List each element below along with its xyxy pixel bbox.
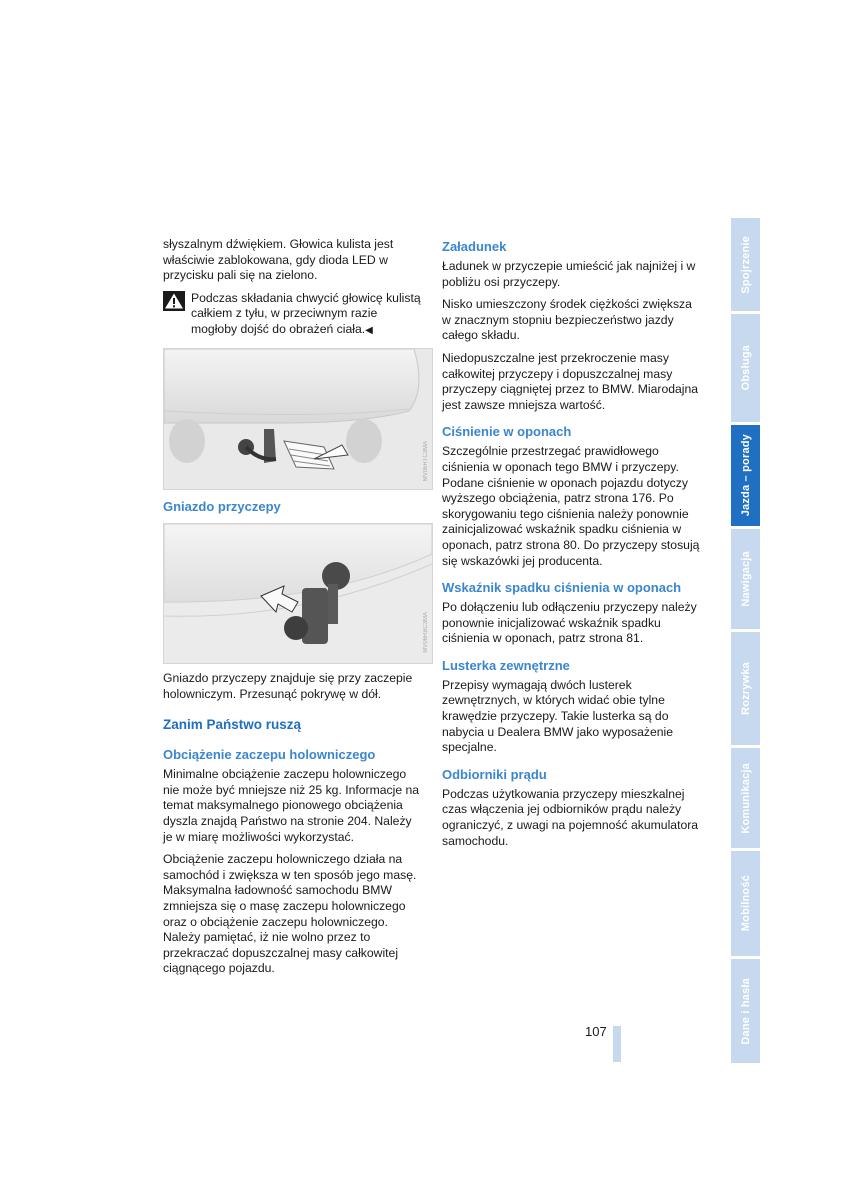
- tab-obsluga[interactable]: [731, 314, 760, 422]
- paragraph: Niedopuszczalne jest przekroczenie masy całkowitej przyczepy i dopuszczalnej masy przyczepy ciągniętej przez to BMW. Miarodajna jest zawsze mniejsza wartość.: [442, 350, 699, 412]
- tab-nawigacja[interactable]: [731, 529, 760, 629]
- warning-text-body: Podczas składania chwycić głowicę kulistą całkiem z tyłu, w przeciwnym razie mogłoby dojść do obrażeń ciała.: [191, 290, 421, 336]
- page-number-bar: [613, 1026, 621, 1062]
- sub-heading: Obciążenie zaczepu holowniczego: [163, 747, 376, 763]
- tab-label: Komunikacja: [739, 762, 752, 834]
- figure-tow-hitch: [163, 348, 433, 490]
- section-heading: Załadunek: [442, 239, 507, 254]
- section-heading: Wskaźnik spadku ciśnienia w oponach: [442, 580, 682, 596]
- tab-dane-i-hasla[interactable]: [731, 959, 760, 1063]
- paragraph: Gniazdo przyczepy znajduje się przy zaczepie holowniczym. Przesunąć pokrywę w dół.: [163, 671, 413, 701]
- paragraph: Po dołączeniu lub odłączeniu przyczepy należy ponownie inicjalizować wskaźnik spadku ciśnienia w oponach, patrz strona 81.: [442, 600, 697, 646]
- tow-hitch-illustration: [164, 349, 432, 489]
- paragraph: Obciążenie zaczepu holowniczego działa na samochód i zwiększa w ten sposób jego masę. Maksymalna ładowność samochodu BMW zmniejsza się o masę zaczepu holowniczego oraz o obciążenie zaczepu holowniczego. Należy pamiętać, iż nie wolno przez to przekraczać dopuszczalnej masy całkowitej ciągnącego pojazdu.: [163, 852, 417, 976]
- left-column-top: [163, 237, 423, 346]
- tab-label: Jazda – porady: [739, 434, 752, 517]
- paragraph: słyszalnym dźwiękiem. Głowica kulista jest właściwie zablokowana, gdy dioda LED w przycisku pali się na zielono.: [163, 237, 394, 283]
- tab-mobilnosc[interactable]: [731, 851, 760, 956]
- paragraph: Nisko umieszczony środek ciężkości zwiększa w znacznym stopniu bezpieczeństwo jazdy całego składu.: [442, 297, 692, 343]
- tab-rozrywka[interactable]: [731, 632, 760, 745]
- paragraph: Ładunek w przyczepie umieścić jak najniżej i w pobliżu osi przyczepy.: [442, 259, 696, 289]
- tab-label: Obsługa: [739, 345, 752, 391]
- paragraph: Szczególnie przestrzegać prawidłowego ciśnienia w oponach tego BMW i przyczepy. Podane ciśnienie w oponach pojazdu dotyczy wyższego obciążenia, patrz strona 176. Po skorygowaniu tego ciśnienia należy ponownie zainicjalizować wskaźnik spadku ciśnienia w oponach, patrz strona 80. Do przyczepy stosują się wskazówki jej producenta.: [442, 444, 700, 568]
- tab-spojrzenie[interactable]: [731, 218, 760, 311]
- warning-triangle-icon: [163, 291, 185, 311]
- tab-label: Spojrzenie: [739, 235, 752, 294]
- section-heading: Ciśnienie w oponach: [442, 424, 572, 440]
- trailer-socket-illustration: [164, 524, 432, 663]
- tab-label: Nawigacja: [739, 551, 752, 607]
- end-mark-icon: ◀: [365, 324, 373, 336]
- paragraph: Przepisy wymagają dwóch lusterek zewnętrznych, w których widać obie tylne krawędzie przyczepy. Takie lusterka są do nabycia u Dealera BMW jako wyposażenie specjalne.: [442, 677, 673, 755]
- socket-section: [163, 499, 423, 519]
- section-heading: Odbiorniki prądu: [442, 766, 547, 782]
- paragraph: Minimalne obciążenie zaczepu holowniczego nie może być mniejsze niż 25 kg. Informacje na temat maksymalnego pionowego obciążenia dyszla znajdą Państwo na stronie 204. Należy je w miarę możliwości wykorzystać.: [163, 767, 420, 844]
- right-column: [442, 237, 704, 856]
- figure-code: MV06RBC3MA: [423, 612, 429, 653]
- section-heading: Lusterka zewnętrzne: [442, 657, 570, 673]
- page-number: 107: [585, 1024, 607, 1039]
- section-heading: Gniazdo przyczepy: [163, 499, 281, 514]
- section-heading: Zanim Państwo ruszą: [163, 717, 302, 733]
- tab-label: Dane i hasła: [739, 977, 752, 1045]
- paragraph: Podczas użytkowania przyczepy mieszkalnej czas włączenia jej odbiorników prądu należy ograniczyć, z uwagi na pojemność akumulatora samochodu.: [442, 786, 699, 848]
- figure-trailer-socket: [163, 523, 433, 664]
- warning-text: [191, 291, 423, 339]
- figure-code: MV06RTC3MA: [423, 441, 429, 482]
- tab-komunikacja[interactable]: [731, 748, 760, 848]
- tab-label: Mobilność: [739, 875, 752, 932]
- warning-note: [163, 291, 423, 339]
- tab-jazda-porady[interactable]: [731, 425, 760, 526]
- left-column-bottom: [163, 671, 423, 984]
- tab-label: Rozrywka: [739, 662, 752, 715]
